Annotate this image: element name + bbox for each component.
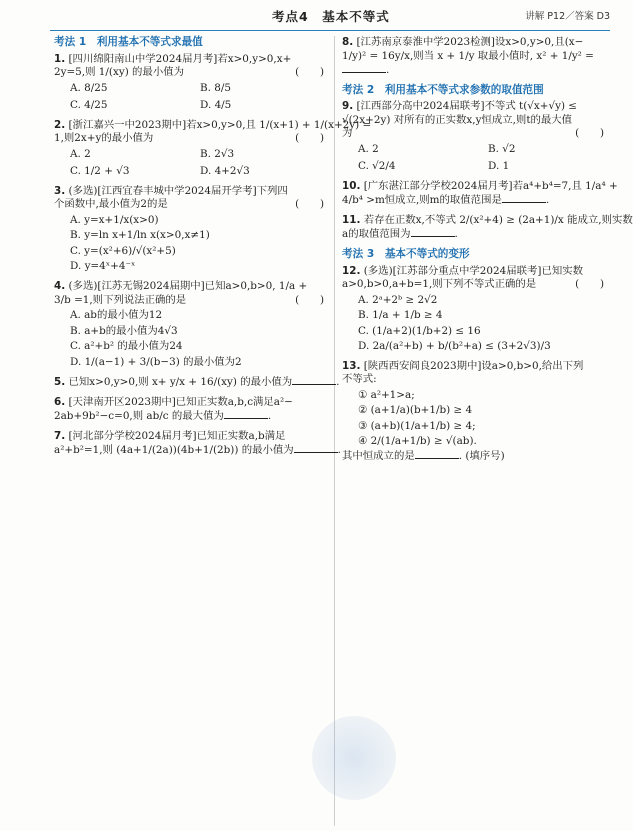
left-column (54, 36, 372, 464)
option-b: B. √2 (488, 142, 516, 155)
question-2: 2. [浙江嘉兴一中2023期中]若x>0,y>0,且 1/(x+1) + 1/(x+2y) = 1,则2x+y的最小值为 ( ) A. 2 B. 2√3 C. 1/2 + √3 D. 4+2√3 (54, 118, 372, 178)
header-rule (50, 30, 610, 31)
statement-4: ④ 2/(1/a+1/b) ≥ √(ab). (358, 435, 477, 448)
section-heading-1: 考法 1 利用基本不等式求最值 (54, 36, 203, 48)
option-c: C. y=(x²+6)/√(x²+5) (70, 244, 176, 257)
statement-1: ① a²+1>a; (358, 388, 415, 401)
option-a: A. y=x+1/x(x>0) (70, 213, 159, 226)
question-9: 9. [江西部分高中2024届联考]不等式 t(√x+√y) ≤ √(2x+2y) 对所有的正实数x,y恒成立,则t的最大值 为 ( ) A. 2 B. √2 C. √2/4 D. 1 (342, 100, 610, 174)
question-8: 8. [江苏南京泰淮中学2023检测]设x>0,y>0,且(x− 1/y)² = 16y/x,则当 x + 1/y 取最小值时, x² + 1/y² = . (342, 36, 594, 77)
page-header (0, 6, 626, 28)
answer-blank (224, 409, 268, 419)
option-a: A. 8/25 (70, 81, 108, 94)
section-heading-2: 考法 2 利用基本不等式求参数的取值范围 (342, 83, 544, 96)
option-a: A. 2ᵃ+2ᵇ ≥ 2√2 (358, 293, 438, 306)
answer-blank (292, 375, 336, 385)
option-d: D. 4/5 (200, 99, 232, 112)
option-c: C. 4/25 (70, 99, 108, 112)
statement-2: ② (a+1/a)(b+1/b) ≥ 4 (358, 404, 473, 417)
question-11: 11. 若存在正数x,不等式 2/(x²+4) ≥ (2a+1)/x 能成立,则实数 a的取值范围为 . (342, 213, 633, 241)
question-4: 4. (多选)[江苏无锡2024届期中]已知a>0,b>0, 1/a + 3/b =1,则下列说法正确的是 ( ) A. ab的最小值为12 B. a+b的最小值为4√3 C. a²+b² 的最小值为24 D. 1/(a−1) + 3/(b−3) 的最小值为2 (54, 280, 330, 369)
question-5: 5. 已知x>0,y>0,则 x+ y/x + 16/(xy) 的最小值为 . (54, 376, 340, 389)
question-3: 3. (多选)[江西宜春丰城中学2024届开学考]下列四 个函数中,最小值为2的是 ( ) A. y=x+1/x(x>0) B. y=ln x+1/ln x(x>0,x≠1) C. y=(x²+6)/√(x²+5) D. y=4ˣ+4⁻ˣ (54, 185, 330, 274)
answer-blank (294, 443, 338, 453)
option-b: B. 8/5 (200, 81, 231, 94)
option-b: B. 2√3 (200, 147, 235, 160)
option-d: D. y=4ˣ+4⁻ˣ (70, 260, 136, 273)
section-heading-3: 考法 3 基本不等式的变形 (342, 247, 470, 260)
option-d: D. 2a/(a²+b) + b/(b²+a) ≤ (3+2√3)/3 (358, 340, 551, 353)
watermark-seal (312, 716, 396, 800)
option-a: A. 2 (358, 142, 379, 155)
option-c: C. a²+b² 的最小值为24 (70, 340, 183, 353)
option-a: A. ab的最小值为12 (70, 309, 163, 322)
option-c: C. (1/a+2)(1/b+2) ≤ 16 (358, 324, 481, 337)
answer-blank (411, 227, 455, 237)
option-d: D. 1/(a−1) + 3/(b−3) 的最小值为2 (70, 355, 242, 368)
answer-blank (502, 193, 546, 203)
option-d: D. 4+2√3 (200, 165, 250, 178)
question-1: 1. [四川绵阳南山中学2024届月考]若x>0,y>0,x+ 2y=5,则 1/(xy) 的最小值为 ( ) A. 8/25 B. 8/5 C. 4/25 D. 4/5 (54, 53, 330, 113)
option-a: A. 2 (70, 147, 91, 160)
question-12: 12. (多选)[江苏部分重点中学2024届联考]已知实数 a>0,b>0,a+b=1,则下列不等式正确的是 ( ) A. 2ᵃ+2ᵇ ≥ 2√2 B. 1/a + 1/b ≥ 4 C. (1/a+2)(1/b+2) ≤ 16 D. 2a/(a²+b) + b/(b²+a) ≤ (3+2√3)/3 (342, 265, 610, 354)
option-c: C. 1/2 + √3 (70, 165, 130, 178)
question-7: 7. [河北部分学校2024届月考]已知正实数a,b满足 a²+b²=1,则 (4a+1/(2a))(4b+1/(2b)) 的最小值为 . (54, 429, 341, 457)
page-title: 考点4 基本不等式 (272, 9, 390, 24)
answer-reference: 讲解 P12／答案 D3 (525, 11, 610, 22)
answer-blank (342, 63, 386, 73)
statement-3: ③ (a+b)(1/a+1/b) ≥ 4; (358, 419, 476, 432)
question-13: 13. [陕西西安阎良2023期中]设a>0,b>0,给出下列 不等式: ① a²+1>a; ② (a+1/a)(b+1/b) ≥ 4 ③ (a+b)(1/a+1/b) ≥ 4; ④ 2/(1/a+1/b) ≥ √(ab). 其中恒成立的是 . (填序号) (342, 360, 610, 464)
option-d: D. 1 (488, 160, 510, 173)
option-b: B. 1/a + 1/b ≥ 4 (358, 309, 443, 322)
option-b: B. a+b的最小值为4√3 (70, 324, 178, 337)
question-6: 6. [天津南开区2023期中]已知正实数a,b,c满足a²− 2ab+9b²−c=0,则 ab/c 的最大值为 . (54, 395, 293, 423)
option-b: B. y=ln x+1/ln x(x>0,x≠1) (70, 229, 210, 242)
question-10: 10. [广东湛江部分学校2024届月考]若a⁴+b⁴=7,且 1/a⁴ + 4/b⁴ >m恒成立,则m的取值范围是 . (342, 179, 618, 207)
right-column (342, 36, 633, 469)
column-divider (334, 36, 335, 826)
option-c: C. √2/4 (358, 160, 396, 173)
answer-blank (415, 449, 459, 459)
